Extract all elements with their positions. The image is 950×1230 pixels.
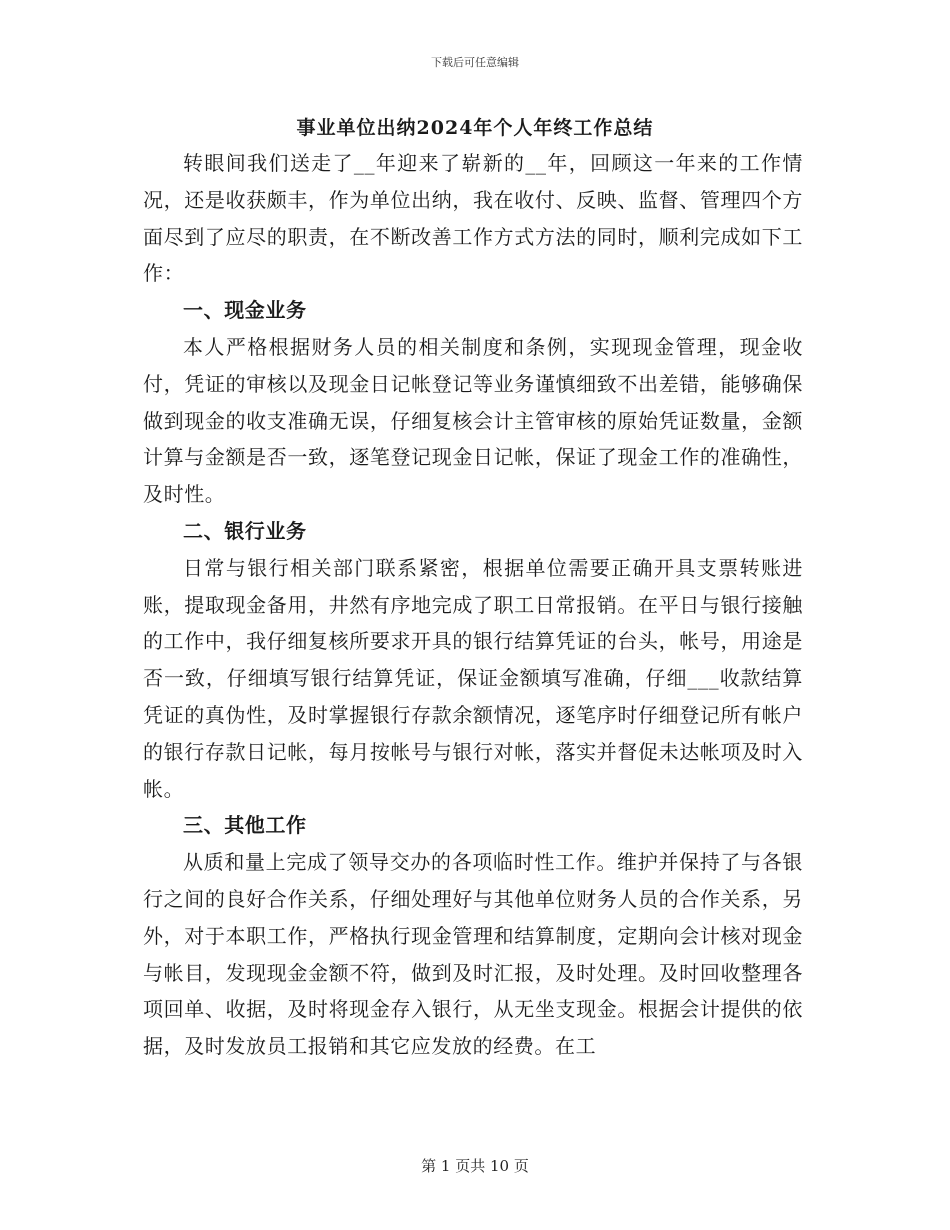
section-heading-other: 三、其他工作 — [183, 813, 307, 838]
intro-paragraph: 转眼间我们送走了__年迎来了崭新的__年，回顾这一年来的工作情况，还是收获颇丰，作为单位出纳，我在收付、反映、监督、管理四个方面尽到了应尽的职责，在不断改善工作方式方法的同时，顺利完成如下工作： — [143, 151, 803, 286]
section-heading-bank: 二、银行业务 — [183, 518, 307, 543]
document-body — [143, 145, 803, 1065]
page-footer: 第 1 页共 10 页 — [421, 1157, 529, 1175]
bank-paragraph: 日常与银行相关部门联系紧密，根据单位需要正确开具支票转账进账，提取现金备用，井然有序地完成了职工日常报销。在平日与银行接触的工作中，我仔细复核所要求开具的银行结算凭证的台头，帐号，用途是否一致，仔细填写银行结算凭证，保证金额填写准确，仔细___收款结算凭证的真伪性，及时掌握银行存款余额情况，逐笔序时仔细登记所有帐户的银行存款日记帐，每月按帐号与银行对帐，落实并督促未达帐项及时入帐。 — [143, 555, 803, 801]
cash-paragraph: 本人严格根据财务人员的相关制度和条例，实现现金管理，现金收付，凭证的审核以及现金日记帐登记等业务谨慎细致不出差错，能够确保做到现金的收支准确无误，仔细复核会计主管审核的原始凭证数量，金额计算与金额是否一致，逐笔登记现金日记帐，保证了现金工作的准确性，及时性。 — [143, 334, 803, 507]
section-heading-cash: 一、现金业务 — [183, 298, 307, 323]
other-paragraph: 从质和量上完成了领导交办的各项临时性工作。维护并保持了与各银行之间的良好合作关系，仔细处理好与其他单位财务人员的合作关系，另外，对于本职工作，严格执行现金管理和结算制度，定期向会计核对现金与帐目，发现现金金额不符，做到及时汇报，及时处理。及时回收整理各项回单、收据，及时将现金存入银行，从无坐支现金。根据会计提供的依据，及时发放员工报销和其它应发放的经费。在工 — [143, 850, 803, 1059]
document-title: 事业单位出纳2024年个人年终工作总结 — [296, 117, 654, 139]
header-note: 下载后可任意编辑 — [431, 56, 519, 69]
